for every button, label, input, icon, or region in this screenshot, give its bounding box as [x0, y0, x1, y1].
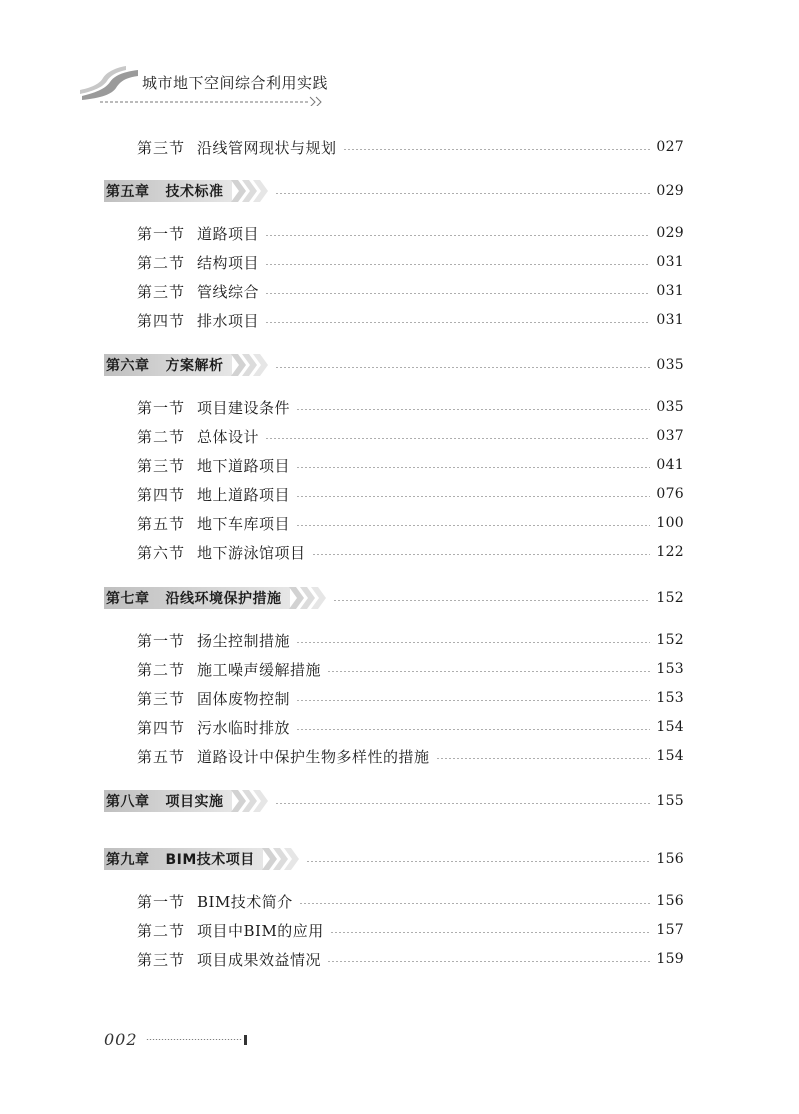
- chapter-number: 第九章: [106, 852, 150, 868]
- page-ref: 159: [656, 951, 684, 967]
- chapter-number: 第七章: [106, 591, 150, 607]
- section-number: 第四节: [137, 485, 186, 504]
- dot-leader: [265, 235, 650, 236]
- section-title: 固体废物控制: [197, 689, 291, 708]
- section-title: 项目建设条件: [197, 398, 291, 417]
- dot-leader: [299, 903, 651, 904]
- section-number: 第一节: [137, 892, 186, 911]
- section-title: 管线综合: [197, 282, 260, 301]
- page-ref: 031: [656, 283, 684, 299]
- section-number: 第三节: [137, 950, 186, 969]
- toc-section-row[interactable]: [137, 716, 684, 738]
- section-number: 第四节: [137, 718, 186, 737]
- section-title: BIM技术简介: [197, 892, 293, 911]
- toc-chapter-row[interactable]: [104, 848, 684, 870]
- toc-section-row[interactable]: [137, 280, 684, 302]
- dot-leader: [312, 554, 651, 555]
- dot-leader: [330, 932, 651, 933]
- page-ref: 154: [656, 719, 684, 735]
- section-number: 第二节: [137, 427, 186, 446]
- section-title: 地下道路项目: [197, 456, 291, 475]
- section-title: 施工噪声缓解措施: [197, 660, 322, 679]
- toc-section-row[interactable]: [137, 541, 684, 563]
- dot-leader: [296, 729, 650, 730]
- section-number: 第一节: [137, 224, 186, 243]
- toc-section-row[interactable]: [137, 687, 684, 709]
- toc-section-row[interactable]: [137, 454, 684, 476]
- toc-section-row[interactable]: [137, 483, 684, 505]
- toc-section-row[interactable]: [137, 890, 684, 912]
- toc-section-row[interactable]: [137, 745, 684, 767]
- toc-chapter-row[interactable]: [104, 587, 684, 609]
- chapter-title: BIM技术项目: [165, 852, 255, 868]
- section-number: 第二节: [137, 660, 186, 679]
- section-title: 污水临时排放: [197, 718, 291, 737]
- dot-leader: [333, 600, 651, 601]
- page-ref: 153: [656, 661, 684, 677]
- toc-section-row[interactable]: [137, 512, 684, 534]
- section-number: 第三节: [137, 138, 186, 157]
- chevron-arrows-icon: [231, 790, 269, 812]
- toc-section-row[interactable]: [137, 919, 684, 941]
- dot-leader: [296, 525, 650, 526]
- toc-chapter-row[interactable]: [104, 180, 684, 202]
- dot-leader: [343, 149, 651, 150]
- section-number: 第三节: [137, 282, 186, 301]
- page-ref: 155: [656, 793, 684, 809]
- section-title: 道路设计中保护生物多样性的措施: [197, 747, 430, 766]
- dot-leader: [306, 861, 651, 862]
- page-ref: 041: [656, 457, 684, 473]
- section-title: 扬尘控制措施: [197, 631, 291, 650]
- section-number: 第六节: [137, 543, 186, 562]
- dot-leader: [436, 758, 651, 759]
- chapter-title: 沿线环境保护措施: [165, 591, 282, 607]
- page-ref: 152: [656, 590, 684, 606]
- page-ref: 031: [656, 254, 684, 270]
- chapter-number: 第八章: [106, 794, 150, 810]
- dot-leader: [296, 642, 650, 643]
- page-ref: 152: [656, 632, 684, 648]
- section-title: 排水项目: [197, 311, 260, 330]
- page-ref: 027: [656, 139, 684, 155]
- chapter-title: 技术标准: [165, 184, 224, 200]
- page-ref: 076: [656, 486, 684, 502]
- toc-section-row[interactable]: [137, 629, 684, 651]
- toc-section-row[interactable]: [137, 658, 684, 680]
- page-ref: 153: [656, 690, 684, 706]
- chapter-number: 第五章: [106, 184, 150, 200]
- chapter-heading-box: [104, 180, 232, 202]
- dot-leader: [265, 264, 650, 265]
- dot-leader: [296, 467, 650, 468]
- section-number: 第二节: [137, 921, 186, 940]
- dot-leader: [296, 409, 650, 410]
- toc-chapter-row[interactable]: [104, 354, 684, 376]
- dot-leader: [275, 803, 651, 804]
- page-ref: 154: [656, 748, 684, 764]
- section-number: 第三节: [137, 456, 186, 475]
- dot-leader: [275, 367, 651, 368]
- toc-section-row[interactable]: [137, 425, 684, 447]
- toc-section-row[interactable]: [137, 222, 684, 244]
- chevron-arrows-icon: [262, 848, 300, 870]
- page-ref: 156: [656, 851, 684, 867]
- chevron-arrows-icon: [289, 587, 327, 609]
- page-ref: 035: [656, 399, 684, 415]
- dot-leader: [296, 496, 650, 497]
- section-title: 地下游泳馆项目: [197, 543, 306, 562]
- footer-bar: [244, 1035, 247, 1045]
- section-title: 结构项目: [197, 253, 260, 272]
- chapter-title: 方案解析: [165, 358, 224, 374]
- toc-section-row[interactable]: [137, 396, 684, 418]
- section-number: 第一节: [137, 398, 186, 417]
- dot-leader: [296, 700, 650, 701]
- page-footer: [104, 1030, 247, 1049]
- section-number: 第二节: [137, 253, 186, 272]
- toc-section-row[interactable]: [137, 948, 684, 970]
- page-ref: 156: [656, 893, 684, 909]
- dot-leader: [265, 438, 650, 439]
- toc-chapter-row[interactable]: [104, 790, 684, 812]
- section-title: 项目中BIM的应用: [197, 921, 324, 940]
- page-ref: 029: [656, 225, 684, 241]
- section-number: 第五节: [137, 514, 186, 533]
- toc-section-row[interactable]: [137, 309, 684, 331]
- toc-section-row[interactable]: [137, 251, 684, 273]
- dot-leader: [265, 293, 650, 294]
- section-number: 第五节: [137, 747, 186, 766]
- chevron-arrows-icon: [231, 180, 269, 202]
- page-ref: 037: [656, 428, 684, 444]
- dot-leader: [265, 322, 650, 323]
- section-title: 道路项目: [197, 224, 260, 243]
- toc-section-row[interactable]: [137, 136, 684, 158]
- page-ref: 029: [656, 183, 684, 199]
- page-ref: 035: [656, 357, 684, 373]
- chapter-heading-box: [104, 354, 232, 376]
- chapter-title: 项目实施: [165, 794, 224, 810]
- dot-leader: [327, 961, 650, 962]
- section-number: 第三节: [137, 689, 186, 708]
- dot-leader: [275, 193, 651, 194]
- dot-leader: [327, 671, 650, 672]
- page-number: 002: [104, 1030, 138, 1049]
- section-number: 第一节: [137, 631, 186, 650]
- section-number: 第四节: [137, 311, 186, 330]
- section-title: 地下车库项目: [197, 514, 291, 533]
- section-title: 总体设计: [197, 427, 260, 446]
- page-ref: 100: [656, 515, 684, 531]
- section-title: 项目成果效益情况: [197, 950, 322, 969]
- chapter-number: 第六章: [106, 358, 150, 374]
- section-title: 沿线管网现状与规划: [197, 138, 337, 157]
- footer-dot-leader: [146, 1039, 242, 1040]
- page-ref: 157: [656, 922, 684, 938]
- chapter-heading-box: [104, 848, 263, 870]
- chapter-heading-box: [104, 790, 232, 812]
- chevron-arrows-icon: [231, 354, 269, 376]
- chapter-heading-box: [104, 587, 290, 609]
- page-ref: 122: [656, 544, 684, 560]
- page-ref: 031: [656, 312, 684, 328]
- header-title: 城市地下空间综合利用实践: [142, 74, 329, 92]
- section-title: 地上道路项目: [197, 485, 291, 504]
